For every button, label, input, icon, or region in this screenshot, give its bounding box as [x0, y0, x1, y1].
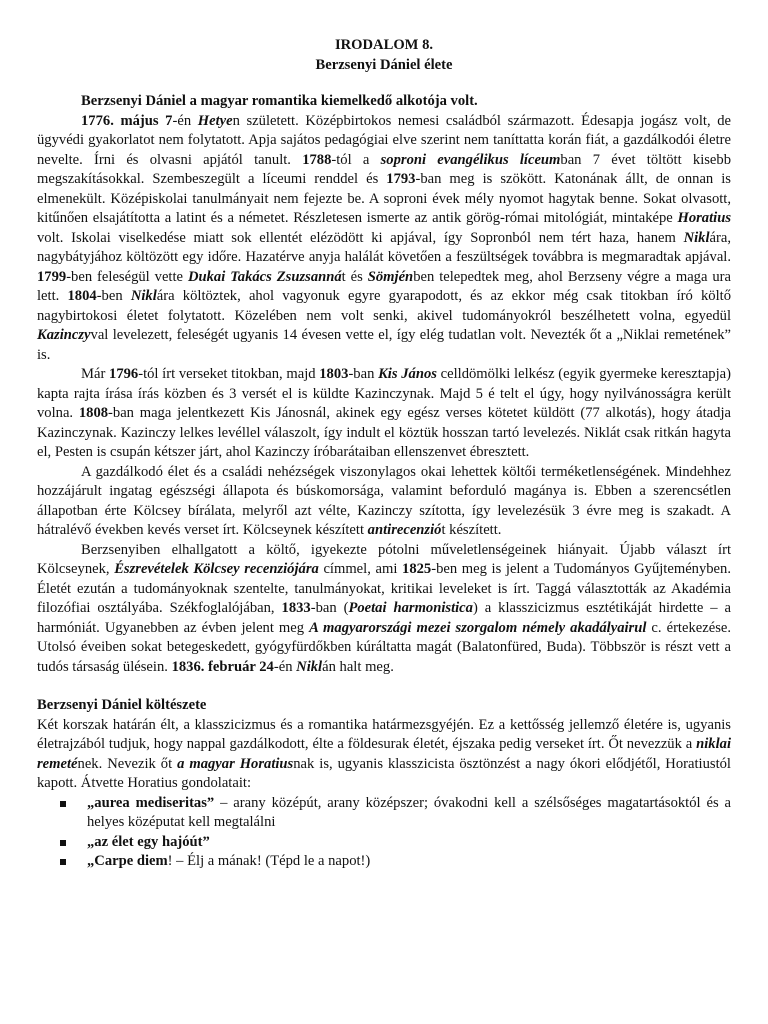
bio-paragraph-2: Már 1796-tól írt verseket titokban, majd 1803-ban Kis János celldömölki lelkész (egyik gyermeke keresztapja) kapta rajta írása írás közben és 3 versét el is küldte Kazinczynak. Majd 5 é telt el úgy, hogy nyilvánosságra került volna. 1808-ban maga jelentkezett Kis Jánosnál, akinek egy egész verses kötetet küldött (77 alkotás), hogy átadja Kazinczynak. Kazinczy lelkes levéllel válaszolt, így indult el köztük hosszan tartó levelezés. Niklát csak ritkán hagyta el, Pesten is csupán kétszer járt, ahol Kazinczy íróbarátaiban ellenszenvet ébresztett.: [37, 366, 731, 460]
list-item: „Carpe diem! – Élj a mának! (Tépd le a napot!): [37, 852, 731, 872]
horatius-thoughts-list: [37, 794, 731, 872]
section-title-poetry: Berzsenyi Dániel költészete: [37, 697, 207, 713]
poetry-paragraph: Két korszak határán élt, a klasszicizmus és a romantika határmezsgyéjén. Ez a kettősség jellemző életére is, ugyanis életrajzából tudjuk, hogy nappal gazdálkodott, élte a földesurak életét, éjszaka pedig verseket írt. Őt nevezzük a niklai remetének. Nevezik őt a magyar Horatiusnak is, ugyanis klasszicista ösztönzést a nagy ókori elődjétől, Horatiustól kapott. Átvette Horatius gondolatait:: [37, 716, 731, 791]
subject-heading: IRODALOM 8.: [334, 37, 434, 53]
square-bullet-icon: [60, 801, 66, 807]
bio-paragraph-1: 1776. május 7-én Hetyen született. Középbirtokos nemesi családból származott. Édesapja jogász volt, de ügyvédi gyakorlatot nem folytatott. Apja sajátos pedagógiai elve szerint nem taníttatta korán fiát, a gazdálkodói életre nevelte. Írni és olvasni apjától tanult. 1788-tól a soproni evangélikus líceumban 7 évet töltött kisebb megszakításokkal. Szembeszegült a líceumi renddel és 1793-ban meg is szökött. Katonának állt, de onnan is elmenekült. Középiskolai tanulmányait nem fejezte be. A soproni évek mély nyomot hagytak benne. Sokat olvasott, kitűnően elsajátította a latint és a németet. Részletesen ismerte az antik görög-római mitológiát, mintaképe Horatius volt. Iskolai viselkedése miatt sok ellentét elézödött ki apjával, így Sopronból nem tért haza, hanem Niklára, nagybátyjához költözött egy időre. Hazatérve anyja halálát követően a feszültségek továbbra is megmaradtak apjával. 1799-ben feleségül vette Dukai Takács Zsuzsannát és Sömjénben telepedtek meg, ahol Berzseny végre a maga ura lett. 1804-ben Niklára költöztek, ahol vagyonuk egyre gyarapodott, és az ekkor még csak titokban író költő nagybirtokosi életet folytatott. Közelében nem volt senki, akivel tudományokról beszélhetett volna, egyedül Kazinczyval levelezett, feleségét ugyanis 14 évesen vette el, így elég tudatlan volt. Nevezték őt a „Niklai remetének” is.: [37, 112, 732, 363]
bio-paragraph-4: Berzsenyiben elhallgatott a költő, igyekezte pótolni műveletlenségeinek hiányait. Újabb választ írt Kölcseynek, Észrevételek Kölcsey recenziójára címmel, ami 1825-ben meg is jelent a Tudományos Gyűjteményben. Életét ezután a tudományoknak szentelte, tanulmányokat, kritikai leveleket is írt. Taggá választották az Akadémia filozófiai osztályába. Székfoglalójában, 1833-ban (Poetai harmonistica) a klasszicizmus esztétikáját hirdette – a harmóniát. Ugyanebben az évben jelent meg A magyarországi mezei szorgalom némely akadályairul c. értekezése. Utolsó éveiben sokat betegeskedett, gyógyfürdőkben kúráltatta magát (Balatonfüred, Buda). Többször is részt vett a tudós társaság ülésein. 1836. február 24-én Niklán halt meg.: [37, 541, 731, 675]
list-item: „az élet egy hajóút”: [37, 833, 731, 853]
bio-paragraph-3: A gazdálkodó élet és a családi nehézségek viszonylagos okai lehettek költői terméketlenségének. Mindehhez hozzájárult ingatag egészségi állapota és búskomorsága, valamint beforduló magánya is. Ebben a szerencsétlen állapotban érte Kölcsey bírálata, melyről azt vélte, Kazinczy szította, így levelezésük 3 évre meg is szakadt. A hátralévő években kevés verset írt. Kölcseynek készített antirecenziót készített.: [37, 463, 731, 538]
lead-sentence: Berzsenyi Dániel a magyar romantika kiemelkedő alkotója volt.: [81, 93, 478, 109]
square-bullet-icon: [60, 859, 66, 865]
square-bullet-icon: [60, 840, 66, 846]
page-title: Berzsenyi Dániel élete: [315, 56, 453, 73]
list-item: „aurea mediseritas” – arany középút, arany középszer; óvakodni kell a szélsőséges magatartásoktól és a helyes középutat kell megtalálni: [37, 794, 731, 833]
